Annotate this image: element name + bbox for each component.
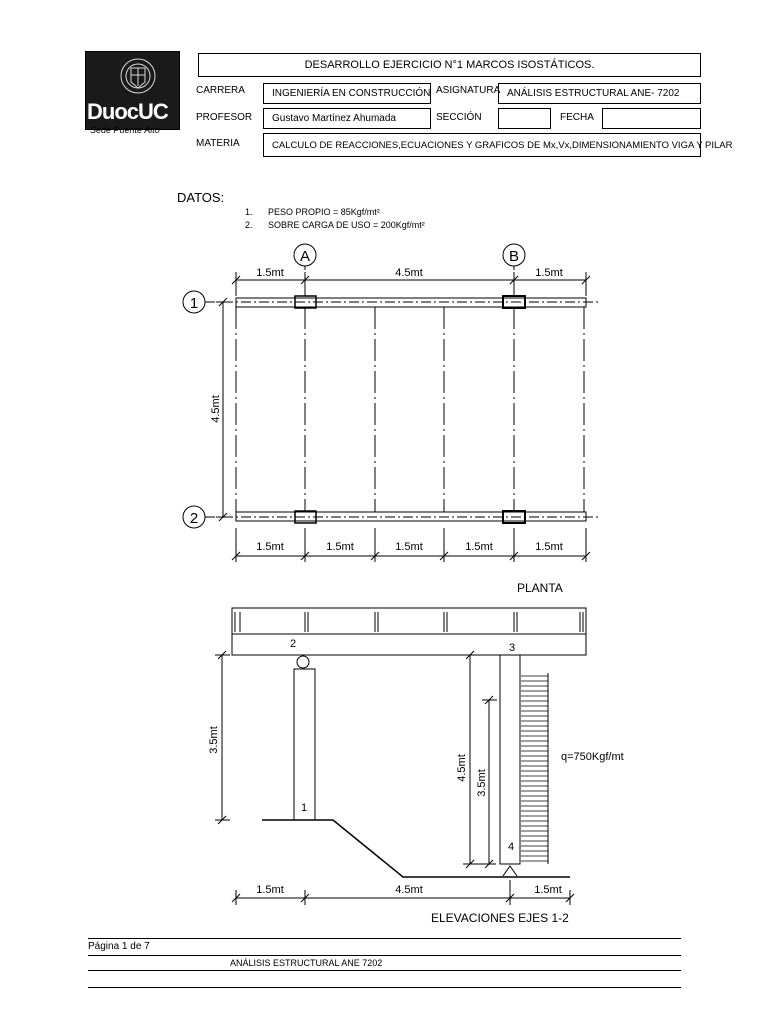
seccion-label: SECCIÓN xyxy=(436,112,482,123)
campus-label: Sede Puente Alto xyxy=(90,125,160,135)
materia-label: MATERIA xyxy=(196,138,240,149)
dim-label: 4.5mt xyxy=(395,884,423,896)
left-height-label: 3.5mt xyxy=(208,726,220,754)
elevation-view xyxy=(215,608,586,905)
axis-a-label: A xyxy=(299,248,311,265)
slab xyxy=(232,608,586,634)
dim-label: 1.5mt xyxy=(256,884,284,896)
axis-b-label: B xyxy=(508,248,520,265)
carrera-value: INGENIERÍA EN CONSTRUCCIÓN xyxy=(263,83,431,104)
right-height-outer-label: 4.5mt xyxy=(456,754,468,782)
materia-value: CALCULO DE REACCIONES,ECUACIONES Y GRAFICOS DE Mx,Vx,DIMENSIONAMIENTO VIGA Y PILAR xyxy=(263,133,701,157)
datos-item-text: SOBRE CARGA DE USO = 200Kgf/mt² xyxy=(268,220,425,230)
dim-label: 1.5mt xyxy=(395,541,423,553)
fecha-label: FECHA xyxy=(560,112,594,123)
datos-item-text: PESO PROPIO = 85Kgf/mt² xyxy=(268,207,380,217)
left-column xyxy=(294,669,315,820)
footer-course: ANÁLISIS ESTRUCTURAL ANE 7202 xyxy=(230,958,383,968)
profesor-value: Gustavo Martínez Ahumada xyxy=(263,108,431,129)
roller-support xyxy=(297,656,309,668)
right-height-inner-label: 3.5mt xyxy=(476,769,488,797)
footer-rule-bottom xyxy=(88,987,681,988)
dim-label: 1.5mt xyxy=(534,884,562,896)
dim-label: 1.5mt xyxy=(256,267,284,279)
axis-2-label: 2 xyxy=(189,510,199,527)
carrera-label: CARRERA xyxy=(196,85,245,96)
node-4-label: 4 xyxy=(508,841,515,853)
profesor-label: PROFESOR xyxy=(196,112,253,123)
node-3-label: 3 xyxy=(509,642,516,654)
duoc-brand-text: DuocUC xyxy=(87,99,168,124)
page-number: Página 1 de 7 xyxy=(88,941,150,952)
plan-caption: PLANTA xyxy=(517,581,563,595)
right-column xyxy=(500,655,520,864)
asignatura-value: ANÁLISIS ESTRUCTURAL ANE- 7202 xyxy=(498,83,701,104)
main-beam xyxy=(232,634,586,655)
datos-heading: DATOS: xyxy=(177,190,225,205)
footer-rule-2 xyxy=(88,970,681,971)
datos-item-num: 1. xyxy=(245,207,253,217)
dim-label: 1.5mt xyxy=(326,541,354,553)
dim-label: 4.5mt xyxy=(395,267,423,279)
dim-label: 1.5mt xyxy=(256,541,284,553)
axis-2-bubble xyxy=(183,506,600,528)
distributed-load xyxy=(521,673,548,864)
axis-1-label: 1 xyxy=(189,295,199,312)
joists xyxy=(236,307,584,512)
datos-item-num: 2. xyxy=(245,220,253,230)
dim-label: 1.5mt xyxy=(465,541,493,553)
dim-label: 1.5mt xyxy=(535,541,563,553)
footer-rule-top xyxy=(88,938,681,939)
plan-view xyxy=(183,244,600,562)
elevation-caption: ELEVACIONES EJES 1-2 xyxy=(431,911,569,925)
axis-1-bubble xyxy=(183,291,600,313)
dim-label: 1.5mt xyxy=(535,267,563,279)
dim-label: 4.5mt xyxy=(210,395,222,423)
node-1-label: 1 xyxy=(301,802,308,814)
pin-support xyxy=(503,866,517,876)
footer-rule-mid xyxy=(88,955,681,956)
node-2-label: 2 xyxy=(290,638,297,650)
asignatura-label: ASIGNATURA xyxy=(436,85,501,96)
load-label: q=750Kgf/mt xyxy=(561,751,624,763)
document-title: DESARROLLO EJERCICIO N°1 MARCOS ISOSTÁTICOS. xyxy=(198,53,701,77)
